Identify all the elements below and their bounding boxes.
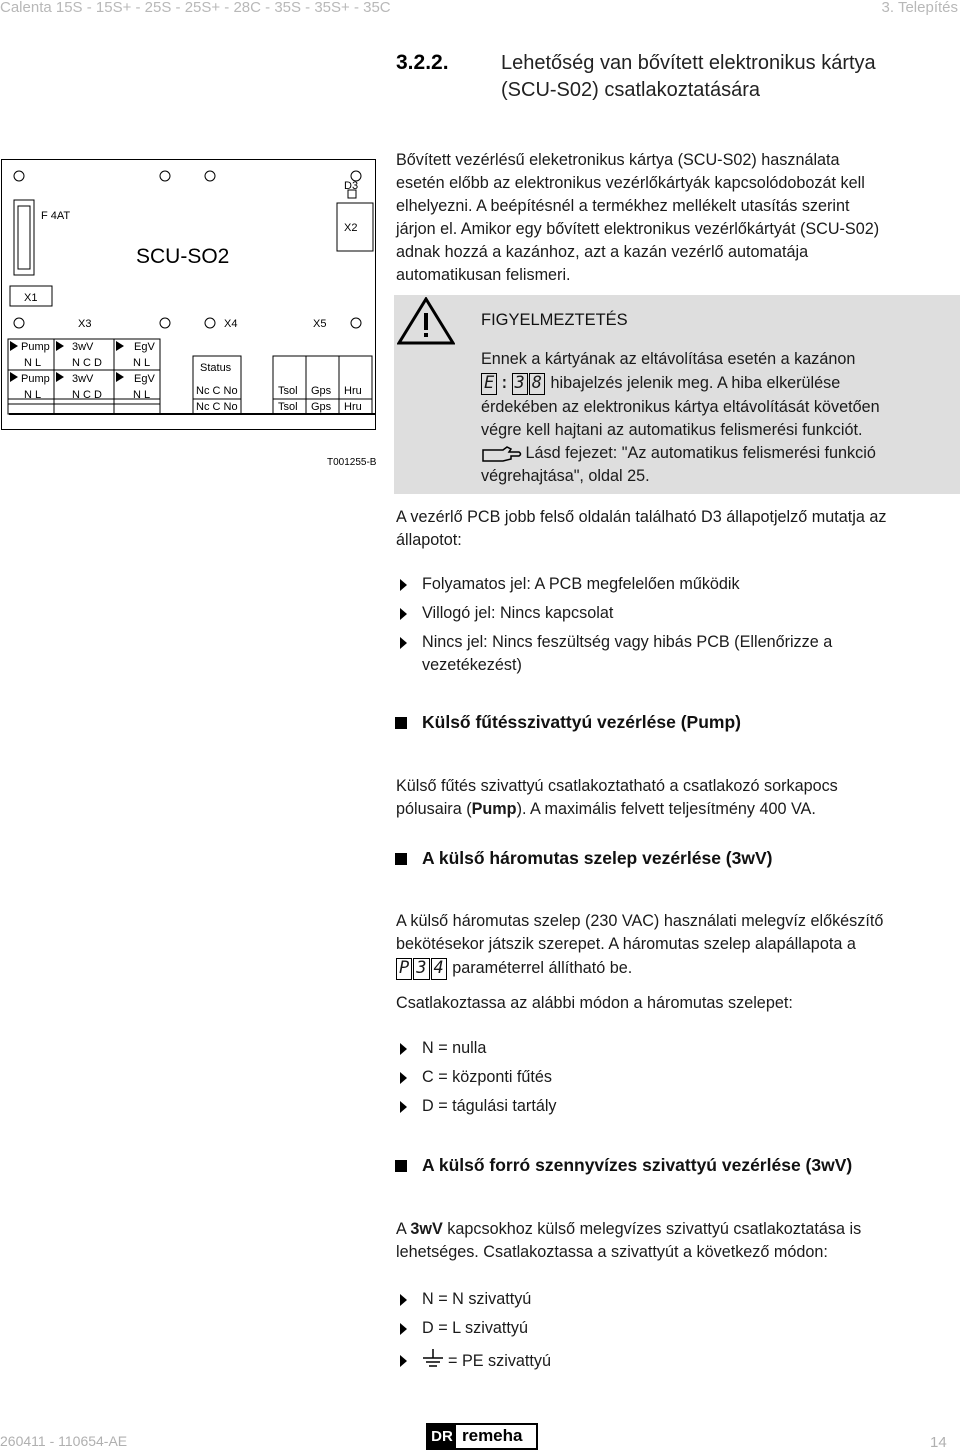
list-item: D = tágulási tartály xyxy=(422,1095,557,1118)
heading-hot-water-pump: A külső forró szennyvízes szivattyú vezérlése (3wV) xyxy=(422,1155,852,1176)
3wv-ncd-top: N C D xyxy=(72,357,102,369)
page-number: 14 xyxy=(930,1434,947,1451)
status-nc-c-no-bottom: Nc C No xyxy=(196,401,238,413)
hot-water-paragraph: A 3wV kapcsokhoz külső melegvízes szivattyú csatlakoztatása is lehetséges. Csatlakoztassa a szivattyút a következő módon: xyxy=(396,1220,862,1261)
board-name: SCU-SO2 xyxy=(136,245,230,268)
heading-3wv-valve: A külső háromutas szelep vezérlése (3wV) xyxy=(422,848,772,869)
pump-label-bottom: Pump xyxy=(21,373,50,385)
error-code-display: E : 3 8 xyxy=(481,374,546,392)
list-item: N = nulla xyxy=(422,1037,486,1060)
x3-connector-label: X3 xyxy=(78,318,92,330)
heading-pump: Külső fűtésszivattyú vezérlése (Pump) xyxy=(422,712,741,733)
x2-connector-label: X2 xyxy=(344,222,358,234)
warning-title: FIGYELMEZTETÉS xyxy=(481,311,628,329)
d3-status-paragraph: A vezérlő PCB jobb felső oldalán található D3 állapotjelző mutatja az állapotot: xyxy=(396,508,887,549)
x4-connector-label: X4 xyxy=(224,318,238,330)
list-item-continuation: vezetékezést) xyxy=(422,656,522,674)
list-item: D = L szivattyú xyxy=(422,1317,528,1340)
list-item: N = N szivattyú xyxy=(422,1288,531,1311)
d3-led-label: D3 xyxy=(344,180,359,192)
hru-label-bottom: Hru xyxy=(344,401,362,413)
egv-label-bottom: EgV xyxy=(134,373,155,385)
pump-paragraph: Külső fűtés szivattyú csatlakoztatható a csatlakozó sorkapocs pólusaira (Pump). A maximális felvett teljesítmény 400 VA. xyxy=(396,777,838,818)
egv-nl-bottom: N L xyxy=(133,389,151,401)
pump-label-top: Pump xyxy=(21,341,50,353)
warning-triangle-icon xyxy=(397,297,455,345)
logo-mark-icon: DR xyxy=(428,1425,456,1448)
3wv-ncd-bottom: N C D xyxy=(72,389,102,401)
section-title-line1: Lehetőség van bővített elektronikus kártya xyxy=(501,52,876,74)
valve-paragraph: A külső háromutas szelep (230 VAC) használati melegvíz előkészítő bekötésekor játszik szerepet. A háromutas szelep alapállapota a P 3 4 paraméterrel állítható be. xyxy=(396,912,884,978)
3wv-label-top: 3wV xyxy=(72,341,94,353)
3wv-label-bottom: 3wV xyxy=(72,373,94,385)
intro-paragraph: Bővített vezérlésű eleketronikus kártya (SCU-S02) használata esetén előbb az elektronikus vezérlőkártyák kapcsolódobozát kell elhelyezni. A beépítésnél a termékhez mellékelt utasítás szerint járjon el. Amikor egy bővített elektronikus vezérlőkártyát (SCU-S02) adnak hozzá a kazánhoz, azt a kazán vezérlő automatája automatikusan felismeri. xyxy=(396,151,880,284)
gps-label-top: Gps xyxy=(311,385,332,397)
valve-connect-text: Csatlakoztassa az alábbi módon a háromutas szelepet: xyxy=(396,994,793,1012)
running-header-title: Calenta 15S - 15S+ - 25S - 25S+ - 28C - 35S - 35S+ - 35C xyxy=(0,0,391,16)
x5-connector-label: X5 xyxy=(313,318,327,330)
ground-symbol-icon xyxy=(422,1349,444,1369)
list-item: = PE szivattyú xyxy=(422,1349,551,1373)
tsol-label-top: Tsol xyxy=(278,385,298,397)
scu-s02-board-diagram xyxy=(0,158,378,472)
hru-label-top: Hru xyxy=(344,385,362,397)
gps-label-bottom: Gps xyxy=(311,401,332,413)
remeha-logo: DR remeha xyxy=(426,1423,538,1450)
list-item: Villogó jel: Nincs kapcsolat xyxy=(422,602,613,625)
list-item: Nincs jel: Nincs feszültség vagy hibás PCB (Ellenőrizze a xyxy=(422,631,832,654)
egv-label-top: EgV xyxy=(134,341,155,353)
footer-document-code: 260411 - 110654-AE xyxy=(0,1433,128,1449)
egv-nl-top: N L xyxy=(133,357,151,369)
list-item: Folyamatos jel: A PCB megfelelően működik xyxy=(422,573,740,596)
pointing-hand-icon xyxy=(481,446,521,462)
parameter-code-display: P 3 4 xyxy=(396,959,448,977)
diagram-reference: T001255-B xyxy=(327,457,377,468)
status-label: Status xyxy=(200,362,232,374)
status-nc-c-no-top: Nc C No xyxy=(196,385,238,397)
tsol-label-bottom: Tsol xyxy=(278,401,298,413)
running-header-chapter: 3. Telepítés xyxy=(881,0,958,16)
list-item: C = központi fűtés xyxy=(422,1066,552,1089)
section-number: 3.2.2. xyxy=(396,51,449,74)
section-title-line2: (SCU-S02) csatlakoztatására xyxy=(501,79,760,101)
pump-nl-top: N L xyxy=(24,357,42,369)
fuse-label: F 4AT xyxy=(41,210,71,222)
x1-connector-label: X1 xyxy=(24,292,38,304)
pump-nl-bottom: N L xyxy=(24,389,42,401)
warning-text: Ennek a kártyának az eltávolítása esetén a kazánon E : 3 8 hibajelzés jelenik meg. A hiba elkerülése érdekében az elektronikus kártya eltávolítását követően végre kell hajtani az automatikus felismerési funkciót. Lásd fejezet: "Az automatikus felismerési funkció végrehajtása", oldal 25. xyxy=(481,350,880,485)
